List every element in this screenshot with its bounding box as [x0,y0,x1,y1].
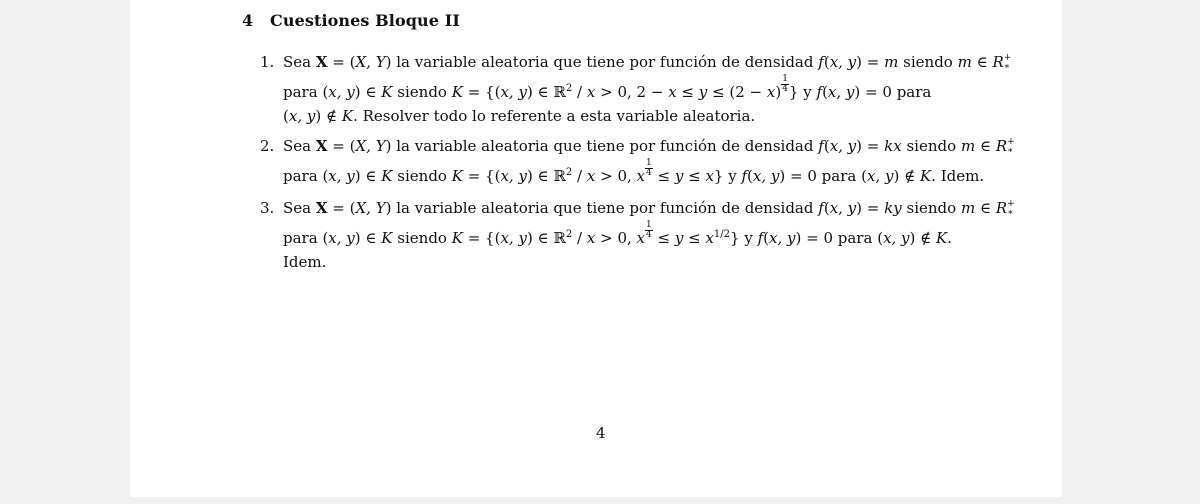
line: para (x, y) ∈ K siendo K = {(x, y) ∈ ℝ$^2$ / x > 0, x $\frac{1}{4}$ ≤ $y \le x^{1/2}$} y f(x, y) = 0 para (x, y) ∉ K. [283,219,953,247]
section-title: Cuestiones Bloque II [270,11,460,30]
document-page [130,0,1062,497]
problem-number: 3. [260,199,275,217]
line: Sea X = (X, Y) la variable aleatoria que tiene por función de densidad f(x, y) = m siendo m ∈ R + ∗ [283,53,1012,72]
section-number: 4 [242,11,254,30]
line: para (x, y) ∈ K siendo K = {(x, y) ∈ ℝ$^2$ / x > 0, 2 − x ≤ y ≤ (2 − x) $\frac{1}{4}$ } y f(x, y) = 0 para [283,73,932,101]
line: (x, y) ∉ K. Resolver todo lo referente a esta variable aleatoria. [283,107,756,125]
line: para (x, y) ∈ K siendo K = {(x, y) ∈ ℝ$^2$ / x > 0, x $\frac{1}{4}$ ≤ y ≤ x} y f(x, y) = 0 para (x, y) ∉ K. Idem. [283,157,985,185]
section-heading [242,11,460,30]
line: Idem. [283,253,327,271]
problem-text [283,134,1015,188]
problem-text [283,50,1012,129]
problem-text [283,196,1015,275]
problem-number: 2. [260,137,275,155]
line: Sea X = (X, Y) la variable aleatoria que tiene por función de densidad f(x, y) = ky siendo m ∈ R + ∗ [283,199,1015,218]
line: Sea X = (X, Y) la variable aleatoria que tiene por función de densidad f(x, y) = kx siendo m ∈ R + ∗ [283,137,1015,156]
page-number: 4 [596,424,606,442]
problem-number: 1. [260,53,275,71]
